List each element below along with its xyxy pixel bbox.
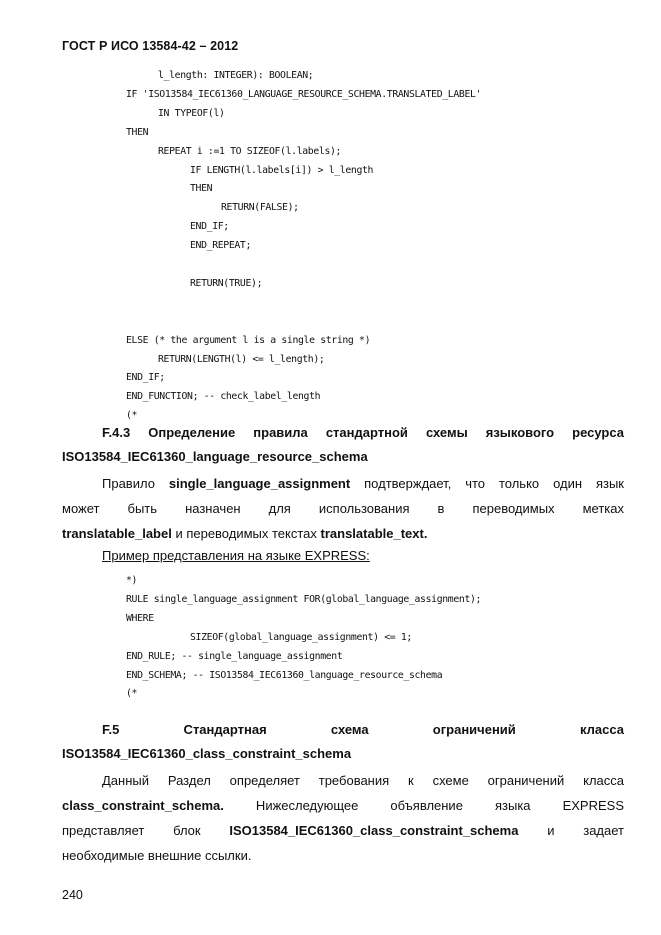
code-line: WHERE [126, 612, 154, 624]
paragraph-class-constraint-schema [62, 768, 624, 868]
section-heading-f5-line1: F.5 Стандартная схема ограничений класса [102, 722, 624, 737]
code-line: THEN [190, 183, 213, 195]
code-line: RETURN(LENGTH(l) <= l_length); [158, 353, 325, 365]
code-line: END_IF; [190, 221, 229, 233]
section-heading-f43-line1: F.4.3 Определение правила стандартной схемы языкового ресурса [102, 425, 624, 440]
code-line: SIZEOF(global_language_assignment) <= 1; [190, 631, 412, 643]
code-line: (* [126, 410, 138, 422]
term-single-language-assignment: single_language_assignment [168, 476, 351, 491]
code-line: IF 'ISO13584_IEC61360_LANGUAGE_RESOURCE_SCHEMA.TRANSLATED_LABEL' [126, 88, 482, 100]
code-line: *) [126, 575, 138, 586]
term-class-constraint-schema: class_constraint_schema. [62, 798, 224, 813]
code-line: (* [126, 688, 138, 700]
term-translatable-label: translatable_label [62, 526, 172, 541]
paragraph-line: Правило single_language_assignment подтверждает, что только один язык [102, 476, 624, 491]
code-line: END_SCHEMA; -- ISO13584_IEC61360_language_resource_schema [126, 669, 443, 681]
section-heading-f5-line2: ISO13584_IEC61360_class_constraint_schema [62, 746, 352, 761]
paragraph-line: class_constraint_schema. Нижеследующее объявление языка EXPRESS [62, 798, 624, 813]
paragraph-line: translatable_label и переводимых текстах translatable_text. [62, 526, 428, 541]
code-line: END_FUNCTION; -- check_label_length [126, 391, 321, 403]
code-line: IN TYPEOF(l) [158, 107, 225, 119]
code-line: THEN [126, 126, 149, 138]
document-header: ГОСТ Р ИСО 13584-42 – 2012 [62, 39, 239, 53]
paragraph-line: представляет блок ISO13584_IEC61360_class_constraint_schema и задает [62, 823, 624, 838]
section-heading-f43 [62, 421, 624, 469]
code-line: END_REPEAT; [190, 240, 252, 252]
code-line: RULE single_language_assignment FOR(global_language_assignment); [126, 593, 482, 605]
code-line: END_RULE; -- single_language_assignment [126, 650, 343, 662]
paragraph-line: необходимые внешние ссылки. [62, 848, 252, 863]
page-number: 240 [62, 888, 83, 902]
code-line: RETURN(TRUE); [190, 277, 263, 289]
example-label: Пример представления на языке EXPRESS: [102, 548, 370, 563]
section-heading-f5 [62, 718, 624, 766]
code-line: l_length: INTEGER): BOOLEAN; [158, 70, 314, 81]
code-line: END_IF; [126, 372, 165, 384]
code-line: ELSE (* the argument l is a single string *) [126, 334, 371, 346]
paragraph-single-language-assignment [62, 471, 624, 546]
code-line: IF LENGTH(l.labels[i]) > l_length [190, 164, 374, 176]
section-heading-f43-line2: ISO13584_IEC61360_language_resource_schema [62, 449, 368, 464]
paragraph-line: Данный Раздел определяет требования к схеме ограничений класса [102, 773, 624, 788]
code-line: REPEAT i :=1 TO SIZEOF(l.labels); [158, 145, 342, 157]
code-line: RETURN(FALSE); [221, 202, 299, 214]
term-translatable-text: translatable_text. [320, 526, 428, 541]
paragraph-line: может быть назначен для использования в переводимых метках [62, 501, 624, 516]
term-schema-name: ISO13584_IEC61360_class_constraint_schema [229, 823, 519, 838]
